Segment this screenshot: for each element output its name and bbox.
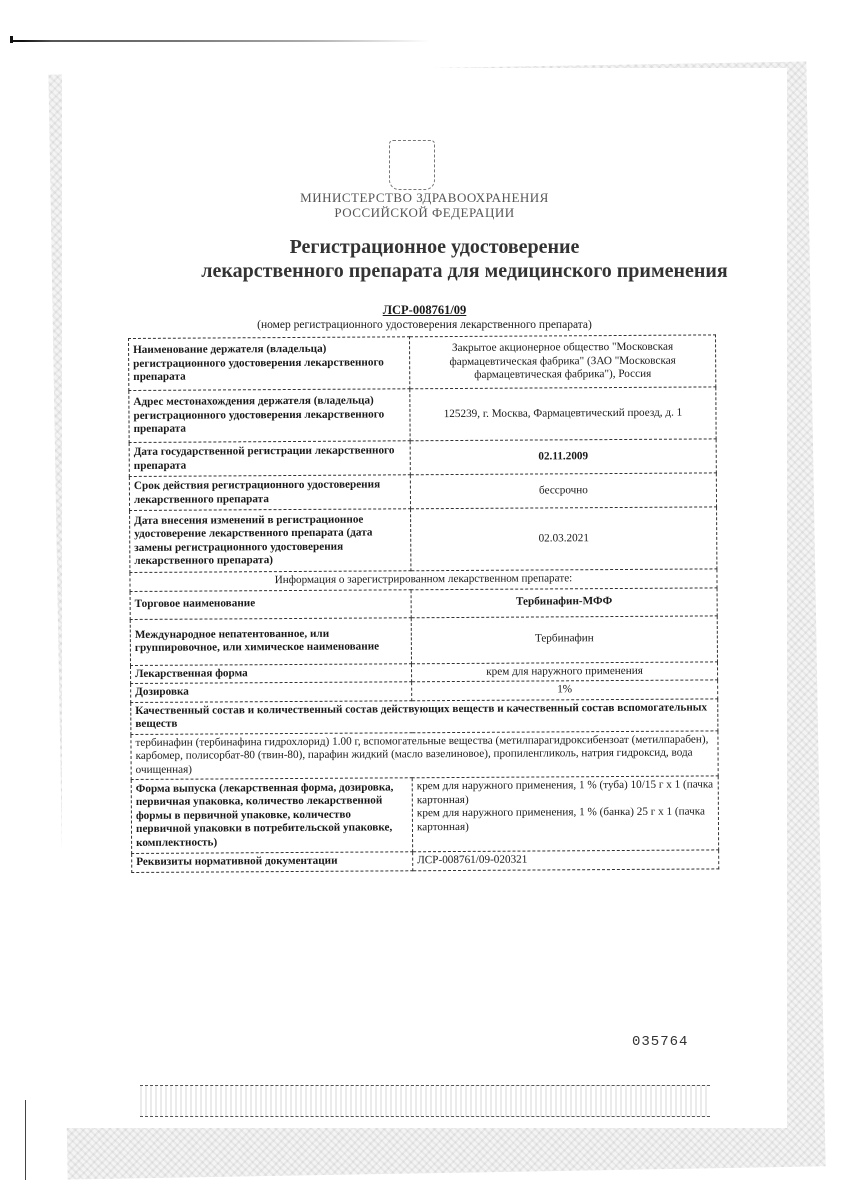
scan-artifact-line (10, 40, 430, 42)
table-row (129, 335, 716, 391)
validity-label: Срок действия регистрационного удостоверения лекарственного препарата (129, 475, 410, 511)
trade-name-label: Торговое наименование (130, 589, 411, 619)
release-form-item: крем для наружного применения, 1 % (банка) 25 г х 1 (пачка картонная) (416, 805, 706, 833)
table-row (129, 439, 716, 477)
table-row (130, 615, 717, 665)
composition-label: Качественный состав и количественный состав действующих веществ и качественный состав вспомогательных веществ (131, 698, 718, 734)
ministry-name-line1: МИНИСТЕРСТВО ЗДРАВООХРАНЕНИЯ (300, 190, 549, 205)
trade-name-value: Тербинафин-МФФ (411, 587, 717, 617)
release-form-item: крем для наружного применения, 1 % (туба) 10/15 г х 1 (пачка картонная) (416, 778, 714, 806)
drug-info-section-title: Информация о зарегистрированном лекарственном препарате: (130, 569, 717, 591)
holder-address-label: Адрес местонахождения держателя (владельца) регистрационного удостоверения лекарственного препарата (129, 389, 410, 443)
registration-date-label: Дата государственной регистрации лекарственного препарата (129, 441, 410, 477)
table-row (130, 507, 717, 573)
normative-doc-value: ЛСР-008761/09-020321 (413, 850, 719, 870)
guilloche-bottom-band (140, 1085, 710, 1117)
composition-value: тербинафин (тербинафина гидрохлорид) 1.00 г, вспомогательные вещества (метилпарагидроксибензоат (метилпарабен), карбомер, полисорбат-80 (твин-80), парафин жидкий (масло вазелиновое), пропиленгликоль, натрия гидроксид, вода очищенная) (131, 730, 718, 779)
dosage-label: Дозировка (131, 682, 412, 702)
table-row (131, 698, 718, 734)
inn-value: Тербинафин (411, 615, 717, 663)
certificate-table (128, 334, 719, 872)
dosage-form-value: крем для наружного применения (411, 661, 717, 681)
form-serial-number: 035764 (632, 1034, 689, 1050)
coat-of-arms-icon (389, 140, 435, 190)
holder-address-value: 125239, г. Москва, Фармацевтический проезд, д. 1 (410, 387, 716, 441)
table-row (131, 730, 718, 779)
validity-value: бессрочно (410, 473, 716, 509)
release-form-label: Форма выпуска (лекарственная форма, дозировка, первичная упаковка, количество лекарственной формы в первичной упаковке, количество первичной упаковки в потребительской упаковке, комплектность) (131, 778, 412, 854)
dosage-form-label: Лекарственная форма (130, 663, 411, 683)
table-row (129, 387, 716, 443)
registration-number-caption: (номер регистрационного удостоверения лекарственного препарата) (257, 319, 592, 331)
ministry-name-line2: РОССИЙСКОЙ ФЕДЕРАЦИИ (334, 205, 515, 220)
registration-date-value: 02.11.2009 (410, 439, 716, 475)
table-row (129, 473, 716, 511)
dosage-value: 1% (412, 680, 718, 700)
table-row (130, 587, 717, 619)
holder-name-label: Наименование держателя (владельца) регистрационного удостоверения лекарственного препарата (129, 337, 410, 391)
release-form-values (412, 776, 718, 852)
amendment-date-label: Дата внесения изменений в регистрационное удостоверение лекарственного препарата (дата замены регистрационного удостоверения лекарственного препарата) (130, 509, 411, 573)
table-row (132, 850, 719, 872)
document-title-line2: лекарственного препарата для медицинского применения (201, 260, 728, 282)
amendment-date-value: 02.03.2021 (411, 507, 717, 571)
document-title-line1: Регистрационное удостоверение (289, 236, 580, 258)
inn-label: Международное непатентованное, или группировочное, или химическое наименование (130, 617, 411, 665)
normative-doc-label: Реквизиты нормативной документации (132, 852, 413, 872)
table-row (131, 776, 718, 854)
holder-name-value: Закрытое акционерное общество "Московская фармацевтическая фабрика" (ЗАО "Московская фармацевтическая фабрика"), Россия (409, 335, 715, 389)
registration-number: ЛСР-008761/09 (382, 303, 467, 317)
scan-artifact-edge (25, 1100, 26, 1180)
